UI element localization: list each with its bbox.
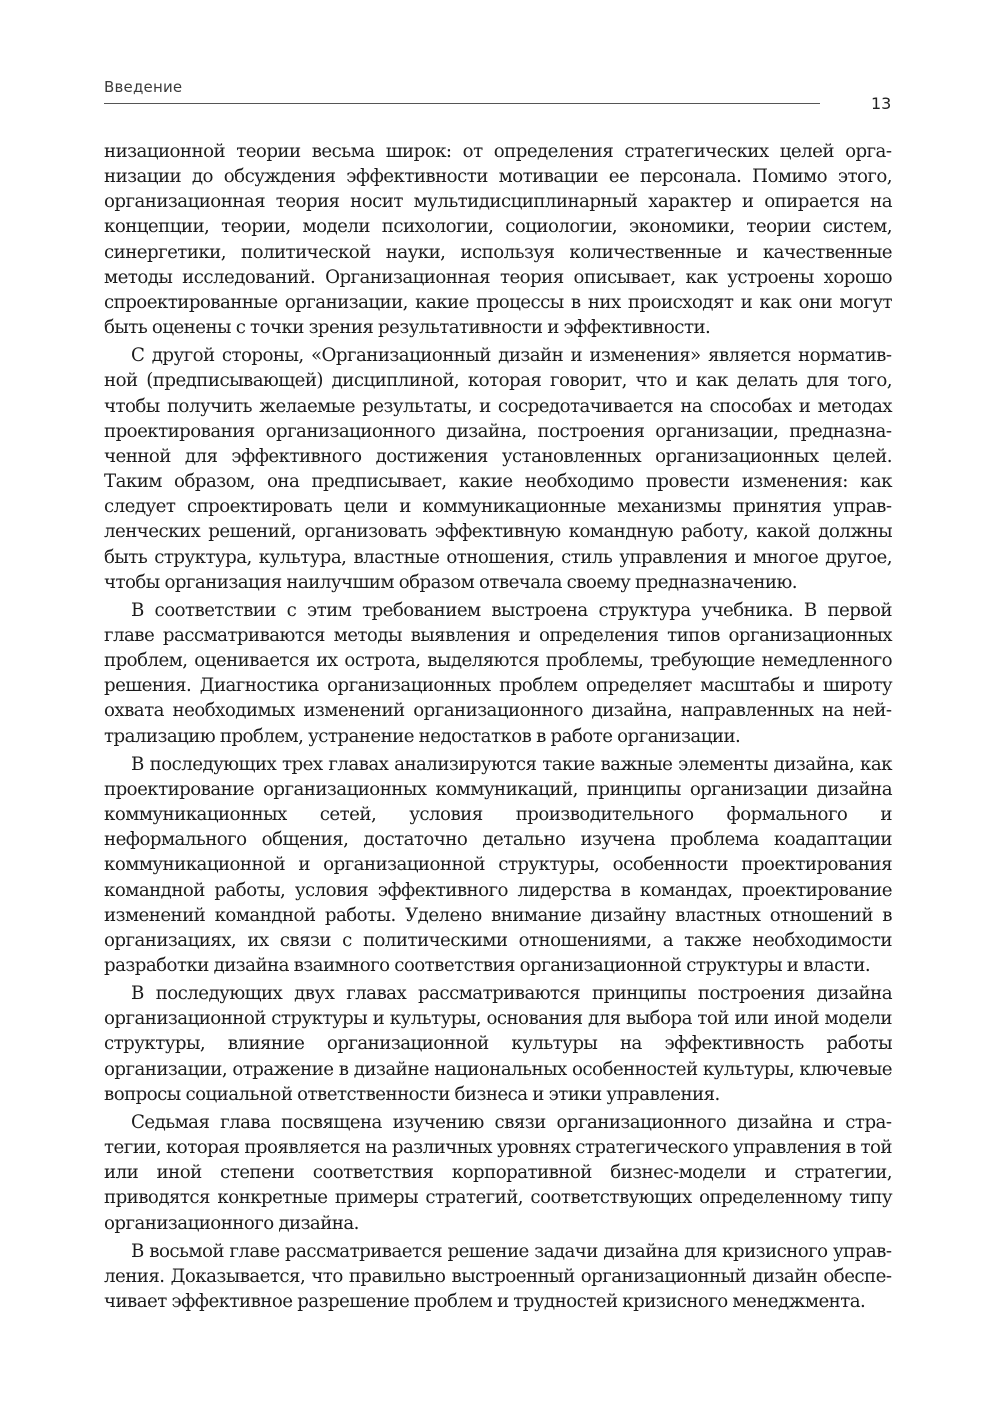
header-rule [104,103,820,104]
paragraph: низационной теории весьма широк: от определения стратегических целей организации до обсуждения эффективности мотивации ее персонала. Помимо этого, организационная теория носит мультидисциплинарный характер и опирается на концепции, теории, модели психологии, социологии, экономики, теории систем, синергетики, политической науки, используя количественные и качественные методы исследований. Организационная теория описывает, как устроены хорошо спроектированные организации, какие процессы в них происходят и как они могут быть оценены с точки зрения результативности и эффективности. [104,141,892,339]
running-head-section-title: Введение [104,78,183,96]
body-text [104,139,892,1317]
paragraph: С другой стороны, «Организационный дизайн и изменения» является нормативной (предписывающей) дисциплиной, которая говорит, что и как делать для того, чтобы получить желаемые результаты, и сосредотачивается на способах и методах проектирования организационного дизайна, построения организации, предназначенной для эффективного достижения установленных организационных целей. Таким образом, она предписывает, какие необходимо провести изменения: как следует спроектировать цели и коммуникационные механизмы принятия управленческих решений, организовать эффективную командную работу, какой должны быть структура, культура, властные отношения, стиль управления и многое другое, чтобы организация наилучшим образом отвечала своему предназначению. [104,345,892,593]
paragraph: Седьмая глава посвящена изучению связи организационного дизайна и стратегии, которая проявляется на различных уровнях стратегического управления в той или иной степени соответствия корпоративной бизнес-модели и стратегии, приводятся конкретные примеры стратегий, соответствующих определенному типу организационного дизайна. [104,1111,892,1234]
page-number: 13 [871,94,892,113]
paragraph: В восьмой главе рассматривается решение задачи дизайна для кризисного управления. Доказывается, что правильно выстроенный организационный дизайн обеспечивает эффективное разрешение проблем и трудностей кризисного менеджмента. [104,1240,892,1313]
paragraph: В последующих двух главах рассматриваются принципы построения дизайна организационной структуры и культуры, основания для выбора той или иной модели структуры, влияние организационной культуры на эффективность работы организации, отражение в дизайне национальных особенностей культуры, ключевые вопросы социальной ответственности бизнеса и этики управления. [104,983,892,1105]
paragraph: В последующих трех главах анализируются такие важные элементы дизайна, как проектирование организационных коммуникаций, принципы организации дизайна коммуникационных сетей, условия производительного формального и неформального общения, достаточно детально изучена проблема коадаптации коммуникационной и организационной структуры, особенности проектирования командной работы, условия эффективного лидерства в командах, проектирование изменений командной работы. Уделено внимание дизайну властных отношений в организациях, их связи с политическими отношениями, а также необходимости разработки дизайна взаимного соответствия организационной структуры и власти. [104,753,892,976]
paragraph: В соответствии с этим требованием выстроена структура учебника. В первой главе рассматриваются методы выявления и определения типов организационных проблем, оценивается их острота, выделяются проблемы, требующие немедленного решения. Диагностика организационных проблем определяет масштабы и широту охвата необходимых изменений организационного дизайна, направленных на нейтрализацию проблем, устранение недостатков в работе организации. [104,599,892,747]
